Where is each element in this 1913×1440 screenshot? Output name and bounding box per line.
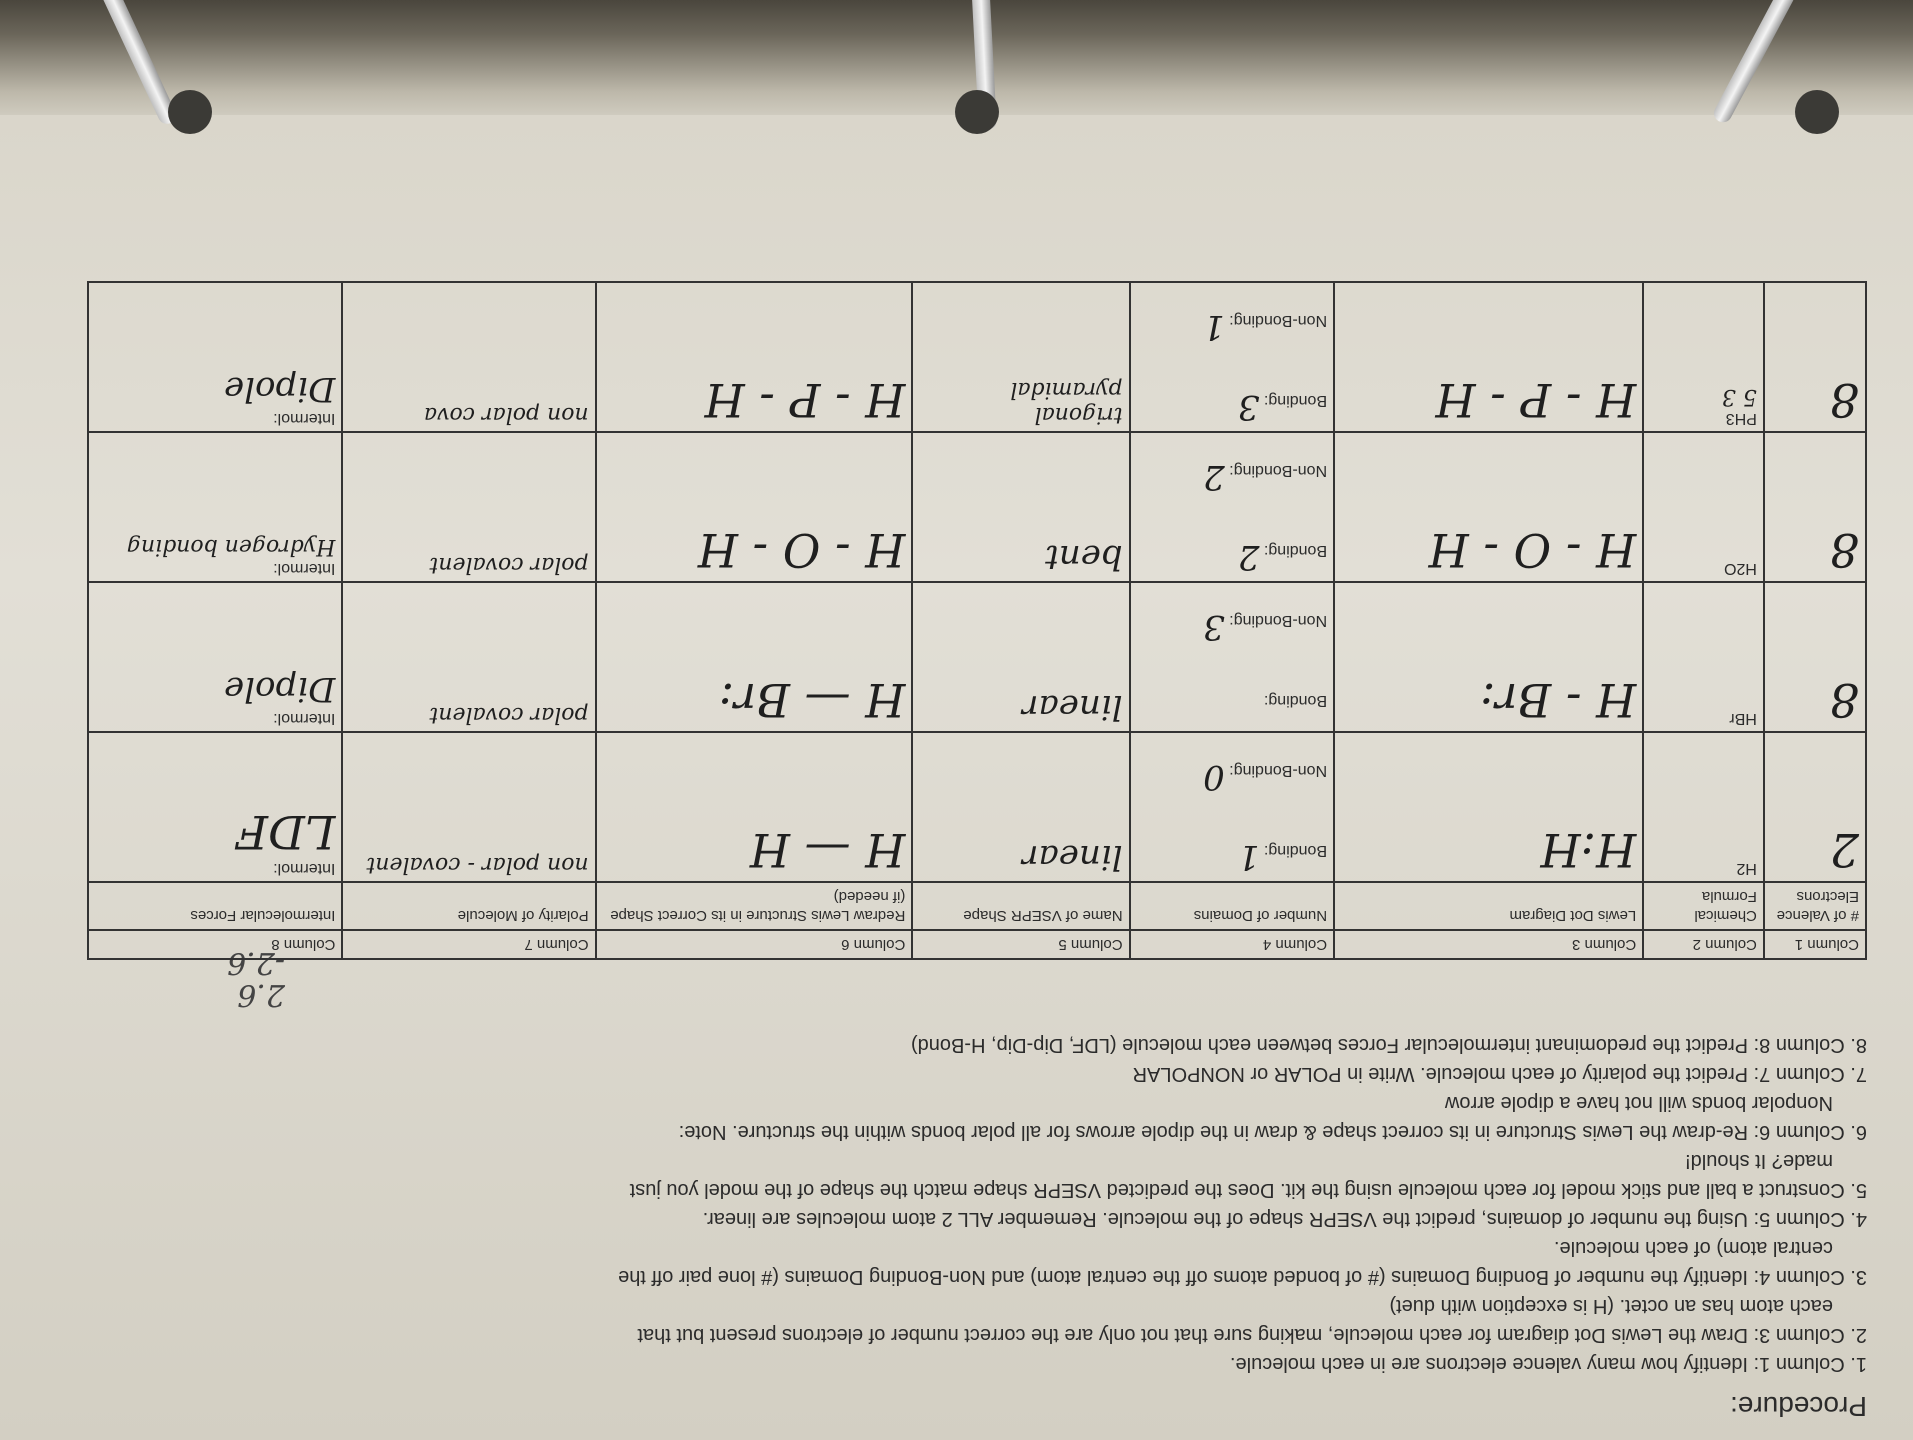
worksheet: [55, 130, 1875, 1430]
punch-hole: [168, 90, 212, 134]
valence-cell: 2: [1764, 732, 1866, 882]
table-row: [88, 732, 1866, 882]
punch-hole: [1795, 90, 1839, 134]
step: 5. Construct a ball and stick model for each molecule using the kit. Does the predicted VSEPR shape match the shape of the model you just: [629, 1179, 1867, 1201]
table-row: [88, 432, 1866, 582]
step: 2. Column 3: Draw the Lewis Dot diagram for each molecule, making sure that not only are the correct number of electrons present but that: [637, 1324, 1867, 1346]
polarity-cell: non polar - covalent: [342, 732, 595, 882]
header-cell: # of Valence Electrons: [1764, 882, 1866, 930]
shape-cell: linear: [912, 732, 1129, 882]
step: each atom has an octet. (H is exception with duet): [1389, 1295, 1833, 1317]
step: made? It should!: [1685, 1150, 1833, 1172]
shape-cell: bent: [912, 432, 1129, 582]
data-table: [87, 281, 1867, 960]
formula-cell: H2: [1643, 732, 1764, 882]
redraw-cell: H - P - H: [596, 282, 913, 432]
valence-cell: 8: [1764, 282, 1866, 432]
step: 3. Column 4: Identify the number of Bonding Domains (# of bonded atoms off the central atom) and Non-Bonding Domains (# lone pair off the: [618, 1266, 1867, 1288]
header-row: [88, 882, 1866, 930]
margin-note: 2.6 -2.6: [227, 945, 285, 1012]
step: Nonpolar bonds will not have a dipole arrow: [1444, 1092, 1833, 1114]
shape-cell: trigonal pyramidal: [912, 282, 1129, 432]
polarity-cell: polar covalent: [342, 582, 595, 732]
step: 6. Column 6: Re-draw the Lewis Structure in its correct shape & draw in the dipole arrows for all polar bonds within the structure. Note:: [678, 1121, 1867, 1143]
valence-cell: 8: [1764, 432, 1866, 582]
header-cell: Number of Domains: [1130, 882, 1335, 930]
procedure-steps: [67, 1030, 1867, 1378]
polarity-cell: non polar cova: [342, 282, 595, 432]
procedure-title: Procedure:: [1730, 1391, 1867, 1422]
header-cell: Chemical Formula: [1643, 882, 1764, 930]
table-row: [88, 282, 1866, 432]
header-cell: Intermolecular Forces: [88, 882, 342, 930]
imf-cell: Intermol: LDF: [88, 732, 342, 882]
binder-edge: [0, 0, 1913, 115]
domains-cell: Bonding: 1 Non-Bonding: 0: [1130, 732, 1335, 882]
punch-hole: [955, 90, 999, 134]
imf-cell: Intermol: Hydrogen bonding: [88, 432, 342, 582]
redraw-cell: H - O - H: [596, 432, 913, 582]
formula-cell: H2O: [1643, 432, 1764, 582]
lewis-cell: H - Br:: [1334, 582, 1643, 732]
lewis-cell: H:H: [1334, 732, 1643, 882]
lewis-cell: H - O - H: [1334, 432, 1643, 582]
column-number-row: Column 1 Column 2 Column 3 Column 4 Column 5 Column 6 Column 7 Column 8: [88, 930, 1866, 959]
imf-cell: Intermol: Dipole: [88, 582, 342, 732]
polarity-cell: polar covalent: [342, 432, 595, 582]
header-cell: Lewis Dot Diagram: [1334, 882, 1643, 930]
domains-cell: Bonding: Non-Bonding: 3: [1130, 582, 1335, 732]
imf-cell: Intermol: Dipole: [88, 282, 342, 432]
domains-cell: Bonding: 3 Non-Bonding: 1: [1130, 282, 1335, 432]
step: central atom) of each molecule.: [1553, 1237, 1833, 1259]
redraw-cell: H — Br:: [596, 582, 913, 732]
shape-cell: linear: [912, 582, 1129, 732]
step: 4. Column 5: Using the number of domains, predict the VSEPR shape of the molecule. Remember ALL 2 atom molecules are linear.: [702, 1208, 1867, 1230]
valence-cell: 8: [1764, 582, 1866, 732]
step: 8. Column 8: Predict the predominant intermolecular Forces between each molecule (LDF, Dip-Dip, H-Bond): [911, 1034, 1867, 1056]
step: 7. Column 7: Predict the polarity of each molecule. Write in POLAR or NONPOLAR: [1132, 1063, 1867, 1085]
table-row: [88, 582, 1866, 732]
header-cell: Polarity of Molecule: [342, 882, 595, 930]
formula-cell: PH3 5 3: [1643, 282, 1764, 432]
lewis-cell: H - P - H: [1334, 282, 1643, 432]
formula-cell: HBr: [1643, 582, 1764, 732]
header-cell: Redraw Lewis Structure in its Correct Shape (if needed): [596, 882, 913, 930]
domains-cell: Bonding: 2 Non-Bonding: 2: [1130, 432, 1335, 582]
header-cell: Name of VSEPR Shape: [912, 882, 1129, 930]
redraw-cell: H — H: [596, 732, 913, 882]
step: 1. Column 1: Identify how many valence electrons are in each molecule.: [1229, 1353, 1867, 1375]
